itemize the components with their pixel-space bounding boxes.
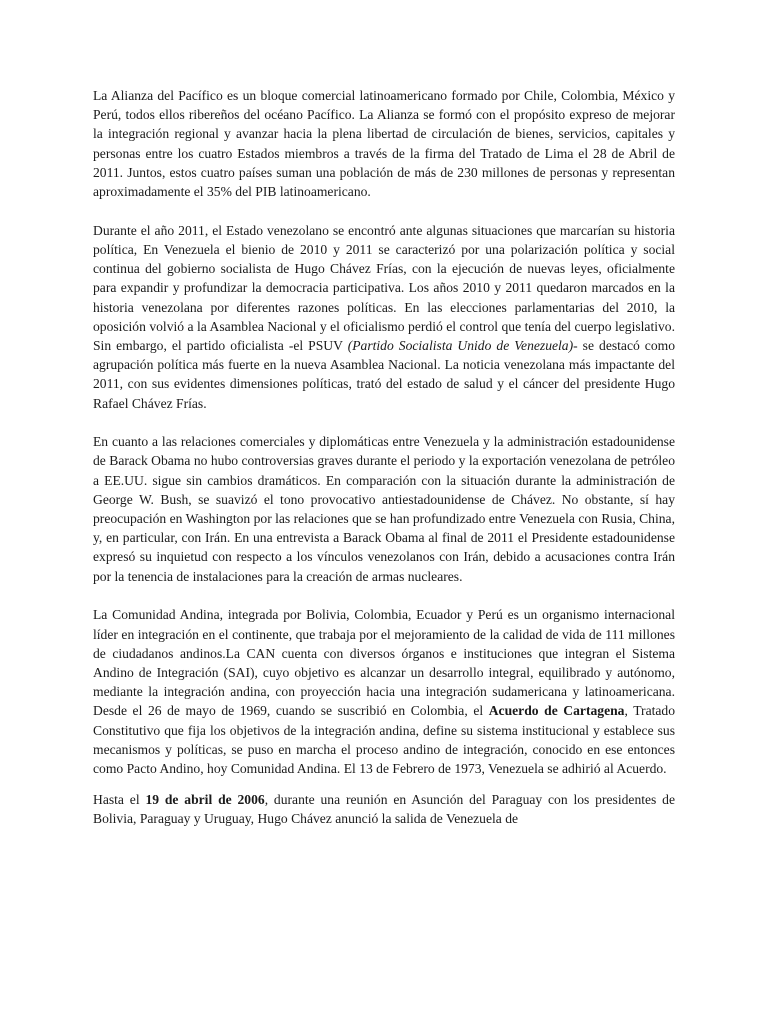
paragraph-text: La Alianza del Pacífico es un bloque comercial latinoamericano formado por Chile, Colombia, México y Perú, todos ellos ribereños del océano Pacífico. La Alianza se formó con el propósito expreso de mejorar la integración regional y avanzar hacia la plena libertad de circulación de bienes, servicios, capitales y personas entre los cuatro Estados miembros a través de la firma del Tratado de Lima el 28 de Abril de 2011. Juntos, estos cuatro países suman una población de más de 230 millones de personas y representan aproximadamente el 35% del PIB latinoamericano.: [93, 88, 675, 200]
paragraph-text: , Tratado Constitutivo que fija los objetivos de la integración andina, define su sistema institucional y establece sus mecanismos y políticas, se puso en marcha el proceso andino de integración, conocido en ese entonces como Pacto Andino, hoy Comunidad Andina. El 13 de Febrero de 1973, Venezuela se adhirió al Acuerdo.: [93, 703, 676, 776]
paragraph-salida-venezuela: [93, 790, 675, 828]
paragraph-text: Durante el año 2011, el Estado venezolano se encontró ante algunas situaciones que marcarían su historia política, En Venezuela el bienio de 2010 y 2011 se caracterizó por una polarización política y social continua del gobierno socialista de Hugo Chávez Frías, con la ejecución de nuevas leyes, oficialmente para expandir y profundizar la democracia participativa. Los años 2010 y 2011 quedaron marcados en la historia venezolana por diferentes razones políticas. En las elecciones parlamentarias del 2010, la oposición volvió a la Asamblea Nacional y el oficialismo perdió el control que tenía del cuerpo legislativo. Sin embargo, el partido oficialista -el PSUV: [93, 222, 675, 353]
paragraph-venezuela-2011: [93, 221, 675, 413]
paragraph-relaciones-eeuu: [93, 432, 675, 586]
paragraph-alianza-pacifico: [93, 86, 675, 201]
document-body: [93, 86, 675, 848]
paragraph-text: La Comunidad Andina, integrada por Bolivia, Colombia, Ecuador y Perú es un organismo internacional líder en integración en el continente, que trabaja por el mejoramiento de la calidad de vida de 111 millones de ciudadanos andinos.La CAN cuenta con diversos órganos e instituciones que integran el Sistema Andino de Integración (SAI), cuyo objetivo es alcanzar un desarrollo integral, equilibrado y autónomo, mediante la integración andina, con proyección hacia una integración sudamericana y latinoamericana. Desde el 26 de mayo de 1969, cuando se suscribió en Colombia, el: [93, 607, 675, 719]
paragraph-comunidad-andina: [93, 605, 675, 778]
paragraph-text: Hasta el: [93, 792, 146, 808]
date-bold: 19 de abril de 2006: [145, 792, 265, 808]
paragraph-text: En cuanto a las relaciones comerciales y diplomáticas entre Venezuela y la administración estadounidense de Barack Obama no hubo controversias graves durante el periodo y la exportación venezolana de petróleo a EE.UU. sigue sin cambios dramáticos. En comparación con la situación durante la administración de George W. Bush, se suavizó el tono provocativo antiestadounidense de Chávez. No obstante, sí hay preocupación en Washington por las relaciones que se han profundizado entre Venezuela con Rusia, China, y, en particular, con Irán. En una entrevista a Barack Obama al final de 2011 el Presidente estadounidense expresó su inquietud con respecto a los vínculos venezolanos con Irán, debido a acusaciones contra Irán por la tenencia de instalaciones para la creación de armas nucleares.: [93, 434, 675, 584]
paragraph-text: - se destacó como agrupación política más fuerte en la nueva Asamblea Nacional. La noticia venezolana más impactante del 2011, con sus evidentes dimensiones políticas, trató del estado de salud y el cáncer del presidente Hugo Rafael Chávez Frías.: [93, 337, 675, 411]
acuerdo-cartagena-bold: Acuerdo de Cartagena: [488, 703, 625, 719]
paragraph-text: , durante una reunión en Asunción del Paraguay con los presidentes de Bolivia, Paraguay y Uruguay, Hugo Chávez anunció la salida de Venezuela de: [93, 792, 675, 827]
psuv-italic-text: (Partido Socialista Unido de Venezuela): [347, 337, 574, 353]
